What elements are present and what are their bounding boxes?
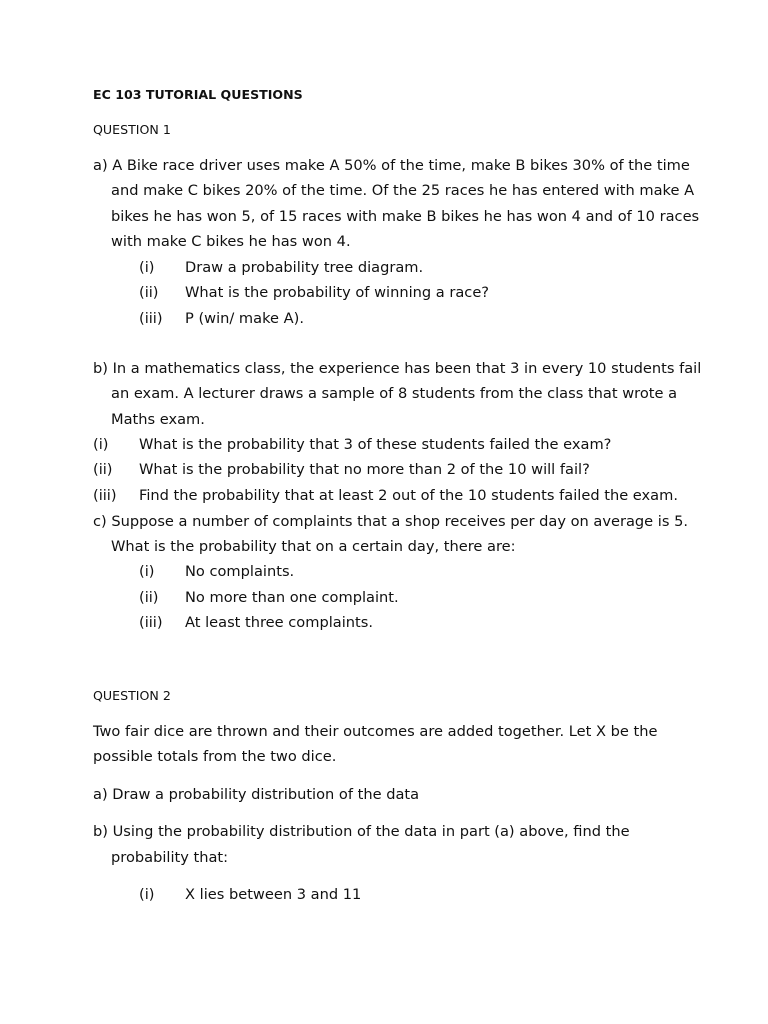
q1c-item-3-text: At least three complaints. (185, 614, 373, 631)
q1c-line-2: What is the probability that on a certain day, there are: (111, 538, 516, 555)
question-1-heading: QUESTION 1 (93, 122, 171, 137)
q1b-line-1: b) In a mathematics class, the experience has been that 3 in every 10 students fail (93, 360, 702, 377)
q2-intro-line-2: possible totals from the two dice. (93, 748, 337, 765)
q2b-line-1: b) Using the probability distribution of the data in part (a) above, find the (93, 823, 630, 840)
q1a-item-3-num: (iii) (139, 310, 163, 327)
q1a-item-3-text: P (win/ make A). (185, 310, 304, 327)
q1b-item-2-text: What is the probability that no more than 2 of the 10 will fail? (139, 461, 590, 478)
q1a-item-2-text: What is the probability of winning a race? (185, 284, 490, 301)
q2-intro-line-1: Two fair dice are thrown and their outcomes are added together. Let X be the (93, 723, 658, 740)
q2b-line-2: probability that: (111, 849, 229, 866)
q1a-item-1-text: Draw a probability tree diagram. (185, 259, 424, 276)
q1b-line-3: Maths exam. (111, 411, 205, 428)
q1c-item-3-num: (iii) (139, 614, 163, 631)
q1a-item-1-num: (i) (139, 259, 155, 276)
q1b-item-1-num: (i) (93, 436, 109, 453)
q2a-line: a) Draw a probability distribution of the data (93, 786, 420, 803)
q1b-item-3-text: Find the probability that at least 2 out of the 10 students failed the exam. (139, 487, 678, 504)
q1a-item-2-num: (ii) (139, 284, 159, 301)
document-title: EC 103 TUTORIAL QUESTIONS (93, 87, 303, 102)
q1b-item-3-num: (iii) (93, 487, 117, 504)
q1a-line-3: bikes he has won 5, of 15 races with make B bikes he has won 4 and of 10 races (111, 208, 700, 225)
q2b-item-1-text: X lies between 3 and 11 (185, 886, 362, 903)
q1a-line-2: and make C bikes 20% of the time. Of the 25 races he has entered with make A (111, 182, 695, 199)
q2b-item-1-num: (i) (139, 886, 155, 903)
question-2-heading: QUESTION 2 (93, 688, 171, 703)
q1a-line-1: a) A Bike race driver uses make A 50% of the time, make B bikes 30% of the time (93, 157, 690, 174)
q1c-line-1: c) Suppose a number of complaints that a shop receives per day on average is 5. (93, 513, 689, 530)
q1c-item-2-text: No more than one complaint. (185, 589, 399, 606)
q1c-item-1-text: No complaints. (185, 563, 295, 580)
q1b-item-1-text: What is the probability that 3 of these students failed the exam? (139, 436, 612, 453)
q1a-line-4: with make C bikes he has won 4. (111, 233, 351, 250)
q1c-item-1-num: (i) (139, 563, 155, 580)
q1c-item-2-num: (ii) (139, 589, 159, 606)
q1b-item-2-num: (ii) (93, 461, 113, 478)
q1b-line-2: an exam. A lecturer draws a sample of 8 students from the class that wrote a (111, 385, 678, 402)
